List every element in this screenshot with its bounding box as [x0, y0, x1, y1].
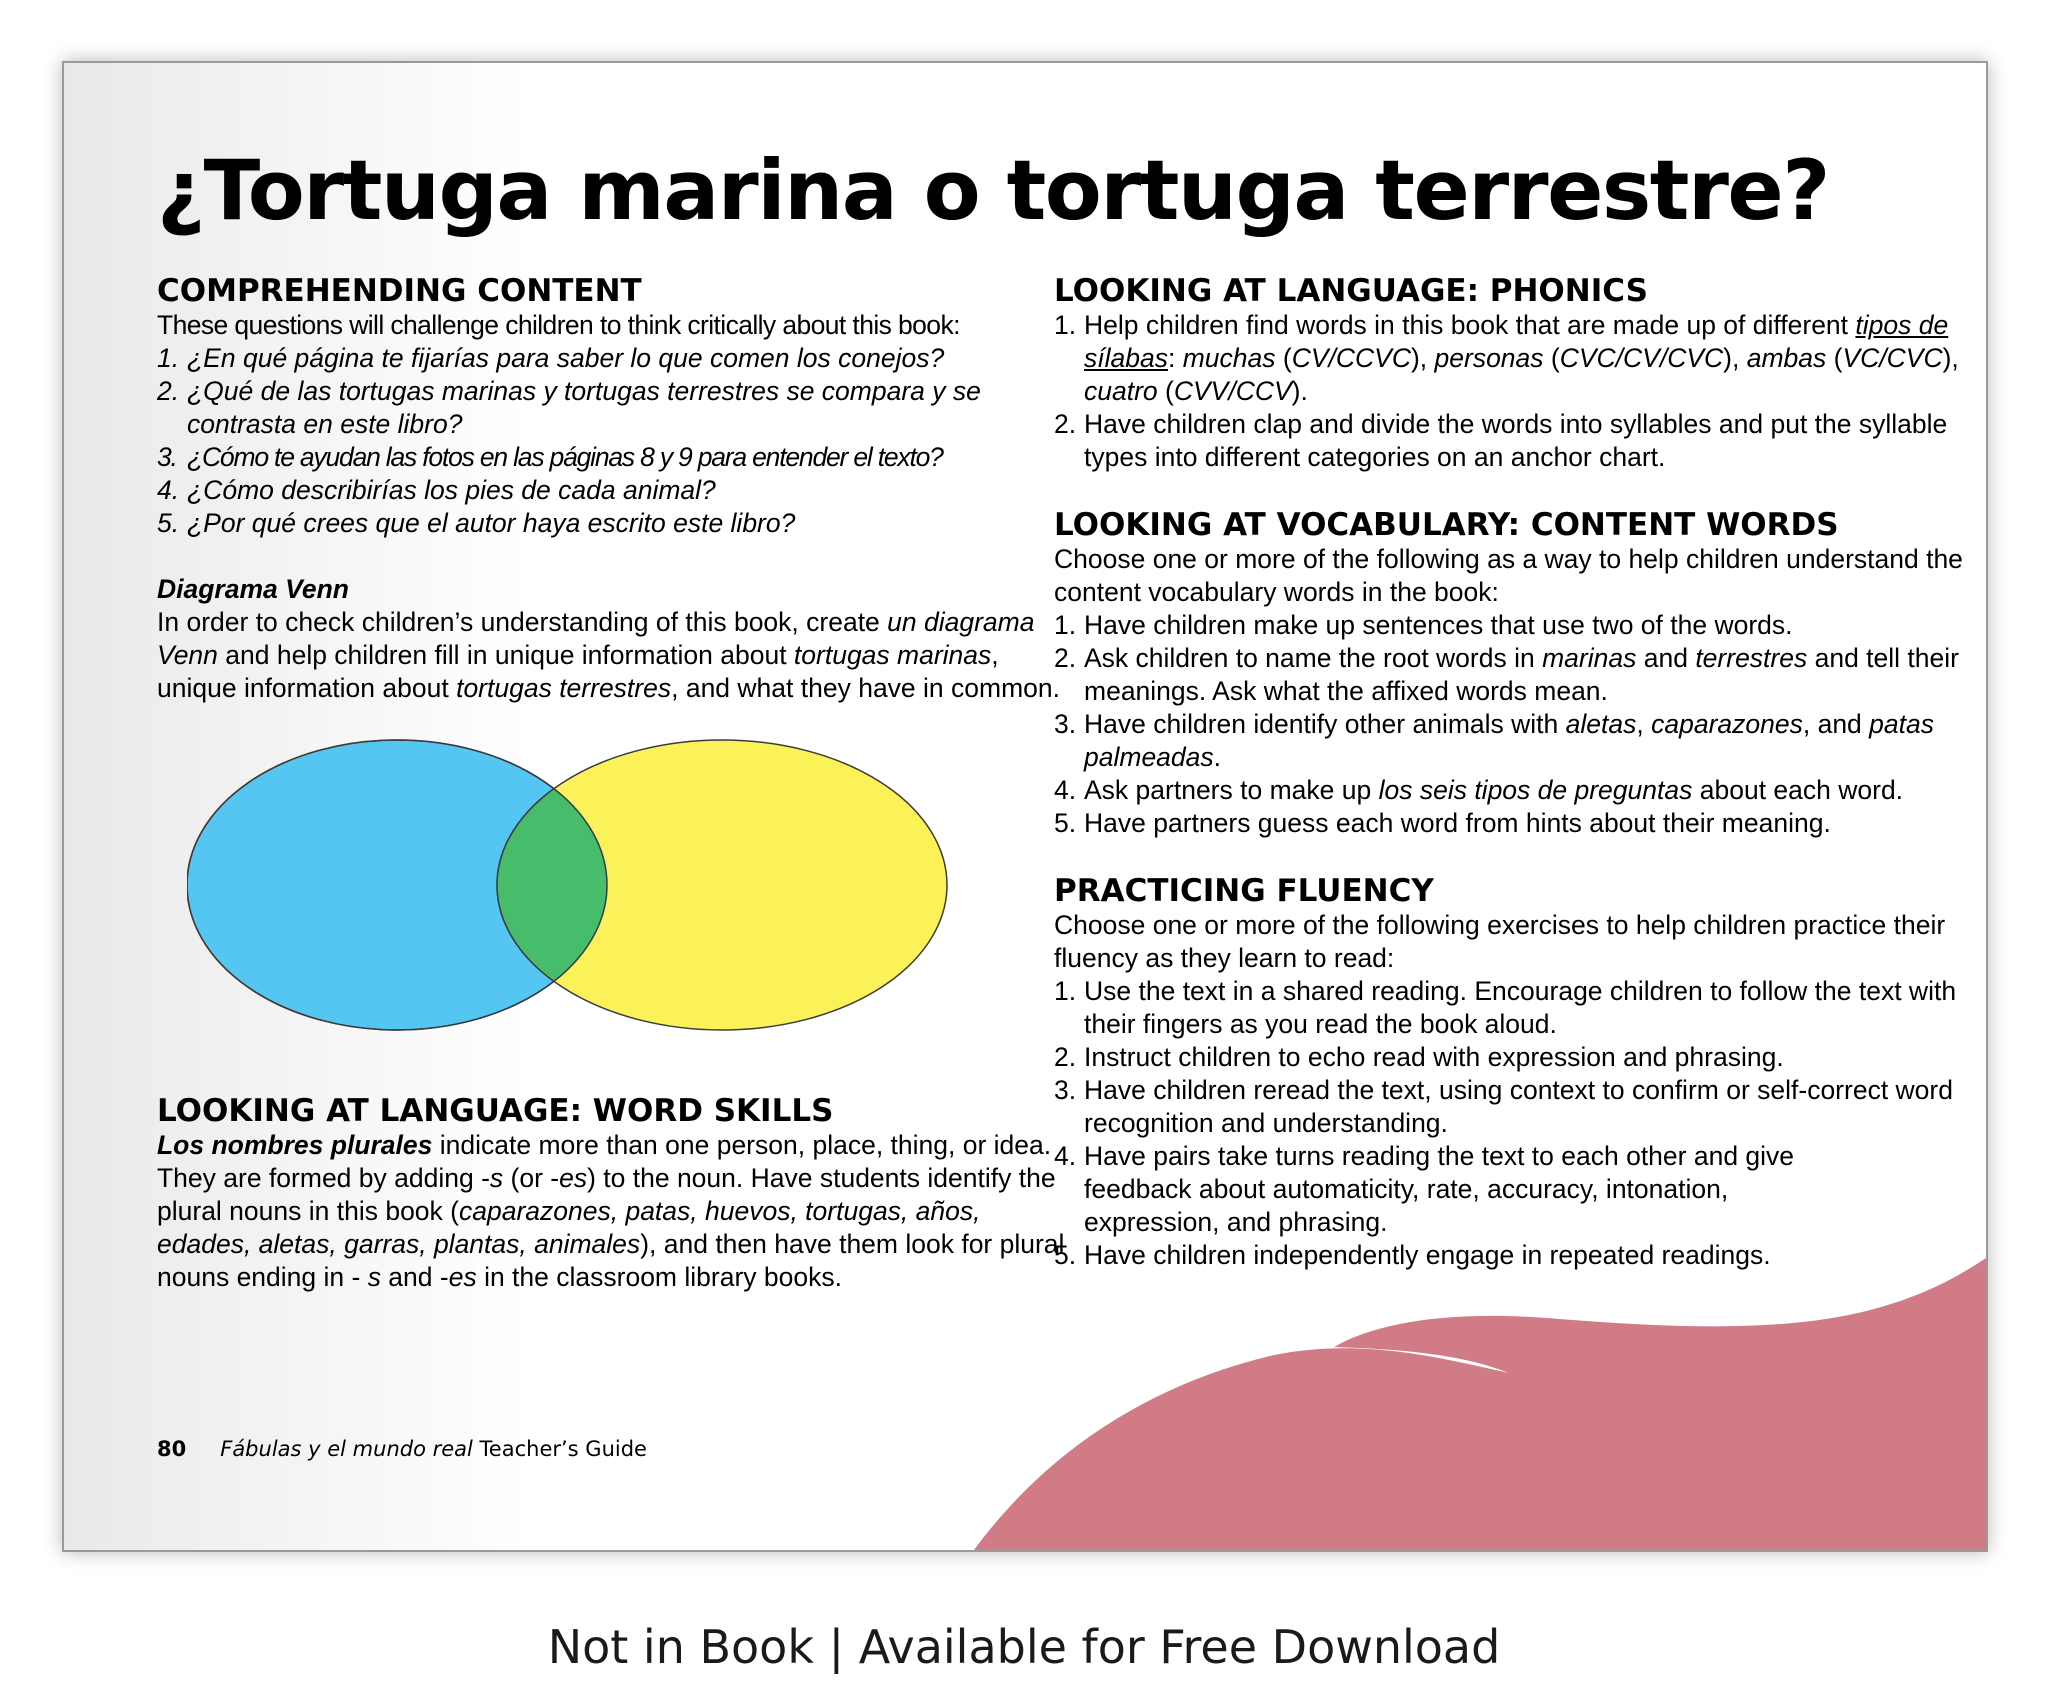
word-skills-text: (or -: [503, 1163, 560, 1193]
vocabulary-text: Have children identify other animals with: [1084, 709, 1566, 739]
fluency-text: Have children reread the text, using context to confirm or self-correct word recognition and understanding.: [1084, 1075, 1953, 1138]
vocabulary-text: , and: [1802, 709, 1870, 739]
venn-body-text: and help children fill in unique information about: [217, 640, 794, 670]
vocabulary-text: .: [1213, 742, 1222, 772]
word-skills-text: ), and then have them look for plural nouns ending in -: [157, 1229, 1065, 1292]
venn-body-italic: tortugas marinas: [793, 640, 992, 670]
phonics-text: (: [1543, 343, 1560, 373]
vocabulary-text: Have partners guess each word from hints about their meaning.: [1084, 808, 1831, 838]
vocabulary-italic: aletas: [1565, 709, 1637, 739]
word-skills-italic: es: [448, 1262, 477, 1292]
phonics-text: Help children find words in this book that are made up of different: [1084, 310, 1856, 340]
phonics-italic: muchas: [1182, 343, 1276, 373]
list-number: 3.: [1054, 709, 1077, 739]
decorative-wave: [64, 63, 1986, 1550]
list-number: 5.: [1054, 808, 1077, 838]
phonics-italic: CVC/CV/CVC: [1559, 343, 1724, 373]
list-number: 5.: [1054, 1240, 1077, 1270]
list-number: 4.: [1054, 775, 1077, 805]
list-number: 3.: [1054, 1075, 1077, 1105]
question-number: 5.: [157, 508, 180, 538]
download-banner: Not in Book | Available for Free Download: [547, 1620, 1501, 1674]
fluency-heading: PRACTICING FLUENCY: [1054, 873, 1434, 909]
question-text: ¿Cómo describirías los pies de cada animal?: [187, 475, 716, 505]
word-skills-italic: s: [367, 1262, 381, 1292]
vocabulary-italic: marinas: [1542, 643, 1637, 673]
page-footer: [157, 1437, 647, 1461]
vocabulary-text: and tell their meanings. Ask what the affixed words mean.: [1084, 643, 1959, 706]
phonics-text: :: [1167, 343, 1183, 373]
phonics-text: ),: [1942, 343, 1959, 373]
vocabulary-text: about each word.: [1692, 775, 1904, 805]
phonics-italic: CVV/CCV: [1173, 376, 1292, 406]
vocabulary-italic: patas palmeadas: [1084, 709, 1934, 772]
list-number: 1.: [1054, 610, 1077, 640]
vocabulary-intro: Choose one or more of the following as a way to help children understand the content vocabulary words in the book:: [1054, 544, 1963, 607]
fluency-text: Instruct children to echo read with expression and phrasing.: [1084, 1042, 1784, 1072]
phonics-text: ).: [1291, 376, 1308, 406]
phonics-text: (: [1826, 343, 1843, 373]
phonics-text: Have children clap and divide the words into syllables and put the syllable types into different categories on an anchor chart.: [1084, 409, 1948, 472]
vocabulary-italic: los seis tipos de preguntas: [1378, 775, 1693, 805]
vocabulary-text: Ask partners to make up: [1084, 775, 1379, 805]
list-number: 1.: [1054, 310, 1077, 340]
word-skills-italic: es: [559, 1163, 588, 1193]
phonics-italic: ambas: [1746, 343, 1827, 373]
comprehending-heading: COMPREHENDING CONTENT: [157, 273, 642, 309]
wave-shape: [974, 1258, 1986, 1550]
venn-body-italic: tortugas terrestres: [456, 673, 672, 703]
vocabulary-italic: caparazones: [1651, 709, 1803, 739]
word-skills-text: indicate more than one person, place, thing, or idea. They are formed by adding -: [157, 1130, 1052, 1193]
fluency-text: Use the text in a shared reading. Encourage children to follow the text with their fingers as you read the book aloud.: [1084, 976, 1957, 1039]
question-number: 4.: [157, 475, 180, 505]
vocabulary-heading: LOOKING AT VOCABULARY: CONTENT WORDS: [1054, 507, 1839, 543]
phonics-text: (: [1275, 343, 1292, 373]
phonics-text: (: [1157, 376, 1174, 406]
question-text: ¿Qué de las tortugas marinas y tortugas terrestres se compara y se contrasta en este libro?: [187, 376, 981, 439]
list-number: 1.: [1054, 976, 1077, 1006]
comprehending-intro: These questions will challenge children to think critically about this book:: [157, 310, 960, 340]
phonics-heading: LOOKING AT LANGUAGE: PHONICS: [1054, 273, 1648, 309]
page-title: ¿Tortuga marina o tortuga terrestre?: [157, 142, 1829, 239]
vocabulary-text: ,: [1636, 709, 1652, 739]
word-skills-term: Los nombres plurales: [157, 1130, 433, 1160]
fluency-text: Have children independently engage in repeated readings.: [1084, 1240, 1771, 1270]
guide-page: [62, 61, 1988, 1552]
venn-body-text: , unique information about: [157, 640, 999, 703]
question-number: 2.: [157, 376, 180, 406]
word-skills-text: ) to the noun. Have students identify the plural nouns in this book (: [157, 1163, 1056, 1226]
question-text: ¿Por qué crees que el autor haya escrito este libro?: [187, 508, 796, 538]
word-skills-text: in the classroom library books.: [476, 1262, 842, 1292]
vocabulary-text: Ask children to name the root words in: [1084, 643, 1543, 673]
phonics-italic: VC/CVC: [1842, 343, 1943, 373]
venn-body-text: In order to check children’s understanding of this book, create: [157, 607, 888, 637]
word-skills-heading: LOOKING AT LANGUAGE: WORD SKILLS: [157, 1093, 834, 1129]
list-number: 2.: [1054, 1042, 1077, 1072]
word-skills-italic: s: [489, 1163, 504, 1193]
word-skills-text: and -: [380, 1262, 449, 1292]
list-number: 2.: [1054, 409, 1077, 439]
question-number: 3.: [157, 442, 177, 472]
fluency-text: Have pairs take turns reading the text to each other and give feedback about automaticity, rate, accuracy, intonation, expression, and phrasing.: [1084, 1141, 1795, 1237]
vocabulary-italic: terrestres: [1695, 643, 1808, 673]
guide-label: Teacher’s Guide: [472, 1437, 647, 1461]
vocabulary-text: Have children make up sentences that use two of the words.: [1084, 610, 1793, 640]
phonics-italic: cuatro: [1084, 376, 1158, 406]
word-skills-italic: caparazones, patas, huevos, tortugas, años, edades, aletas, garras, plantas, animales: [157, 1196, 981, 1259]
venn-body-text: , and what they have in common.: [671, 673, 1060, 703]
list-number: 2.: [1054, 643, 1077, 673]
question-text: ¿En qué página te fijarías para saber lo que comen los conejos?: [187, 343, 945, 373]
fluency-intro: Choose one or more of the following exercises to help children practice their fluency as they learn to read:: [1054, 910, 1946, 973]
phonics-text: ),: [1723, 343, 1747, 373]
list-number: 4.: [1054, 1141, 1077, 1171]
question-number: 1.: [157, 343, 180, 373]
book-title: Fábulas y el mundo real: [220, 1437, 473, 1461]
phonics-italic: personas: [1434, 343, 1544, 373]
question-text: ¿Cómo te ayudan las fotos en las páginas 8 y 9 para entender el texto?: [187, 442, 943, 472]
phonics-text: ),: [1410, 343, 1435, 373]
phonics-term: tipos de sílabas: [1084, 310, 1949, 373]
venn-subheading: Diagrama Venn: [157, 574, 349, 604]
vocabulary-text: and: [1636, 643, 1696, 673]
phonics-italic: CV/CCVC: [1291, 343, 1411, 373]
venn-body-italic: un diagrama Venn: [157, 607, 1035, 670]
page-number: 80: [157, 1437, 187, 1461]
